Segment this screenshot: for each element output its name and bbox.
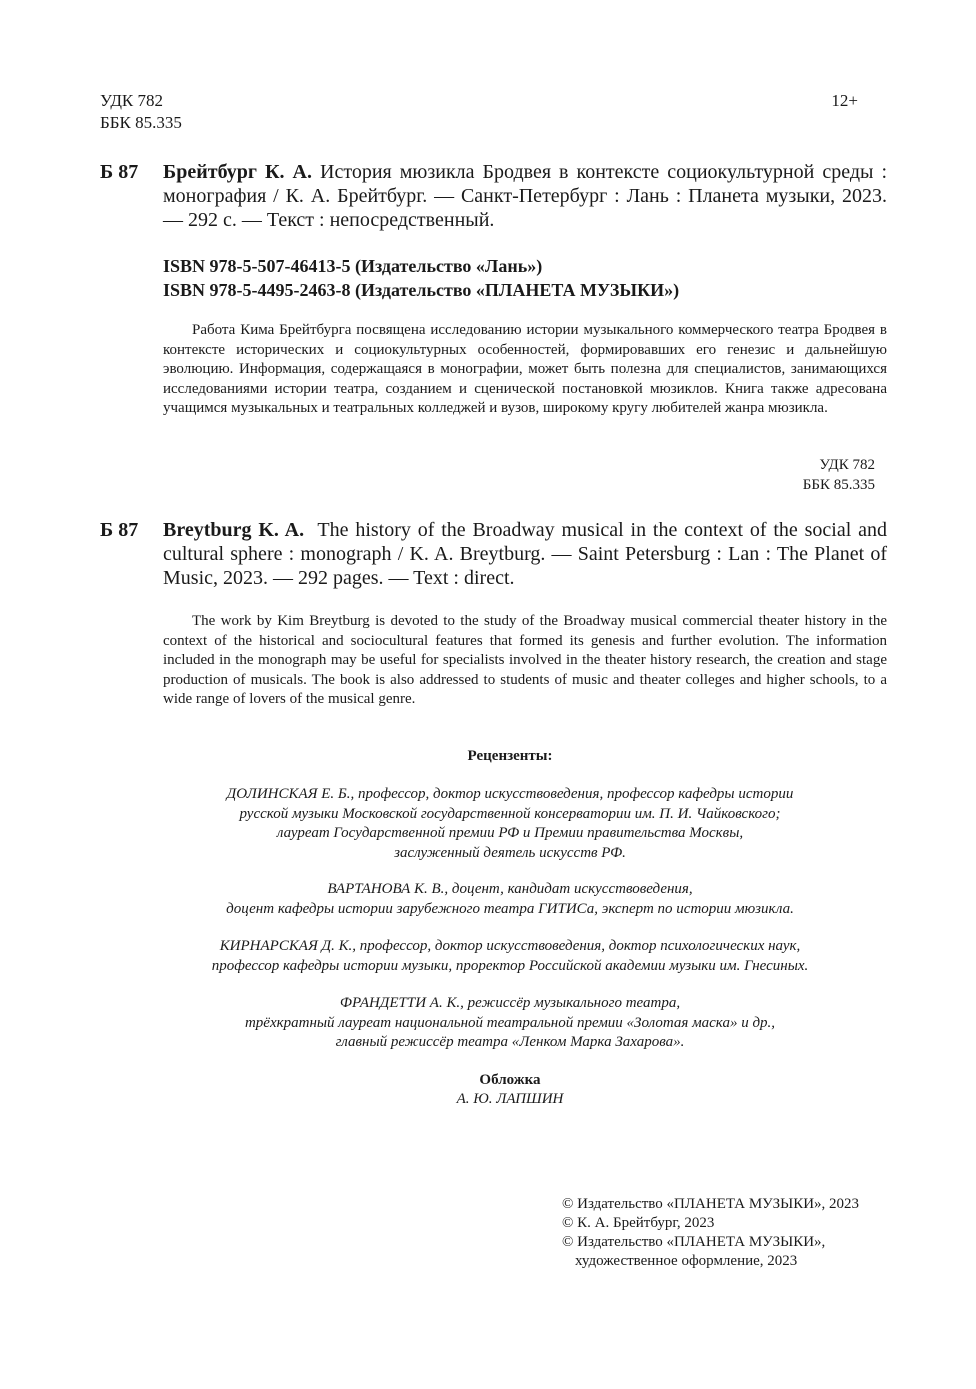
bbk-code: ББК 85.335 <box>802 477 875 493</box>
reviewer-line: ДОЛИНСКАЯ Е. Б., профессор, доктор искусствоведения, профессор кафедры истории <box>226 786 794 802</box>
entry-text: The history of the Broadway musical in the context of the social and cultural sphere : monograph / K. A. Breytburg. — Saint Petersburg : Lan : The Planet of Music, 2023. — 292 pages. — Text : direct. <box>163 519 887 589</box>
copyright-line: © К. А. Брейтбург, 2023 <box>562 1215 715 1231</box>
reviewers-heading: Рецензенты: <box>467 748 553 764</box>
isbn-block <box>163 254 679 302</box>
entry-text: История мюзикла Бродвея в контексте социокультурной среды : монография / К. А. Брейтбург. — Санкт-Петербург : Лань : Планета музыки, 2023. — 292 с. — Текст : непосредственный. <box>163 161 888 231</box>
reviewer-line: главный режиссёр театра «Ленком Марка Захарова». <box>335 1034 685 1050</box>
author-sign: Б 87 <box>100 161 139 183</box>
reviewer-line: ВАРТАНОВА К. В., доцент, кандидат искусствоведения, <box>327 881 693 897</box>
isbn-planeta: ISBN 978-5-4495-2463-8 (Издательство «ПЛАНЕТА МУЗЫКИ») <box>163 280 680 300</box>
reviewer-kirnarskaya <box>100 937 920 976</box>
author-name: Брейтбург К. А. <box>163 161 312 183</box>
isbn-lan: ISBN 978-5-507-46413-5 (Издательство «Лань») <box>163 256 543 276</box>
reviewer-line: заслуженный деятель искусств РФ. <box>394 844 626 861</box>
cover-heading: Обложка <box>479 1072 541 1088</box>
udk-bbk-header <box>100 90 182 134</box>
reviewer-frandetti <box>100 994 920 1053</box>
age-rating: 12+ <box>831 91 858 110</box>
ru-bibliographic-entry <box>100 160 887 232</box>
classification-codes <box>803 455 875 495</box>
reviewer-vartanova <box>100 880 920 919</box>
author-name: Breytburg K. A. <box>163 519 305 541</box>
copyright-line: © Издательство «ПЛАНЕТА МУЗЫКИ», 2023 <box>562 1196 860 1212</box>
reviewer-dolinskaya <box>100 785 920 863</box>
reviewer-line: профессор кафедры истории музыки, проректор Российской академии музыки им. Гнесиных. <box>211 957 809 974</box>
copyright-block <box>562 1195 859 1271</box>
copyright-line: художественное оформление, 2023 <box>575 1253 798 1269</box>
udk-code: УДК 782 <box>819 457 875 473</box>
ru-abstract: Работа Кима Брейтбурга посвящена исследованию истории музыкального коммерческого театра Бродвея в контексте исторических и социокультурных особенностей, формировавших его генезис и дальнейшую эволюцию. Информация, содержащаяся в монографии, может быть полезна для специалистов, занимающихся исследованиями истории театра, созданием и сценической постановкой мюзиклов. Книга также адресована учащимся музыкальных и театральных колледжей и вузов, широкому кругу любителей жанра мюзикла. <box>163 322 887 416</box>
reviewer-line: русской музыки Московской государственной консерватории им. П. И. Чайковского; <box>239 805 781 822</box>
reviewer-line: доцент кафедры истории зарубежного театра ГИТИСа, эксперт по истории мюзикла. <box>226 900 794 917</box>
reviewer-line: КИРНАРСКАЯ Д. К., профессор, доктор искусствоведения, доктор психологических наук, <box>219 938 801 954</box>
reviewer-line: трёхкратный лауреат национальной театральной премии «Золотая маска» и др., <box>244 1014 776 1031</box>
en-bibliographic-entry <box>100 518 887 590</box>
copyright-line: © Издательство «ПЛАНЕТА МУЗЫКИ», <box>562 1234 826 1250</box>
author-sign: Б 87 <box>100 519 139 541</box>
bbk-code: ББК 85.335 <box>100 113 182 132</box>
reviewer-line: ФРАНДЕТТИ А. К., режиссёр музыкального театра, <box>339 995 681 1011</box>
reviewer-line: лауреат Государственной премии РФ и Премии правительства Москвы, <box>276 825 744 841</box>
en-abstract: The work by Kim Breytburg is devoted to the study of the Broadway musical commercial theater history in the context of the historical and sociocultural features that formed its genesis and further evolution. The information included in the monograph may be useful for specialists involved in the theater history research, the creation and stage production of musicals. The book is also addressed to students of music and theater colleges and higher schools, to a wide range of lovers of the musical genre. <box>163 613 887 707</box>
udk-code: УДК 782 <box>100 91 164 110</box>
cover-artist: А. Ю. ЛАПШИН <box>456 1091 564 1107</box>
